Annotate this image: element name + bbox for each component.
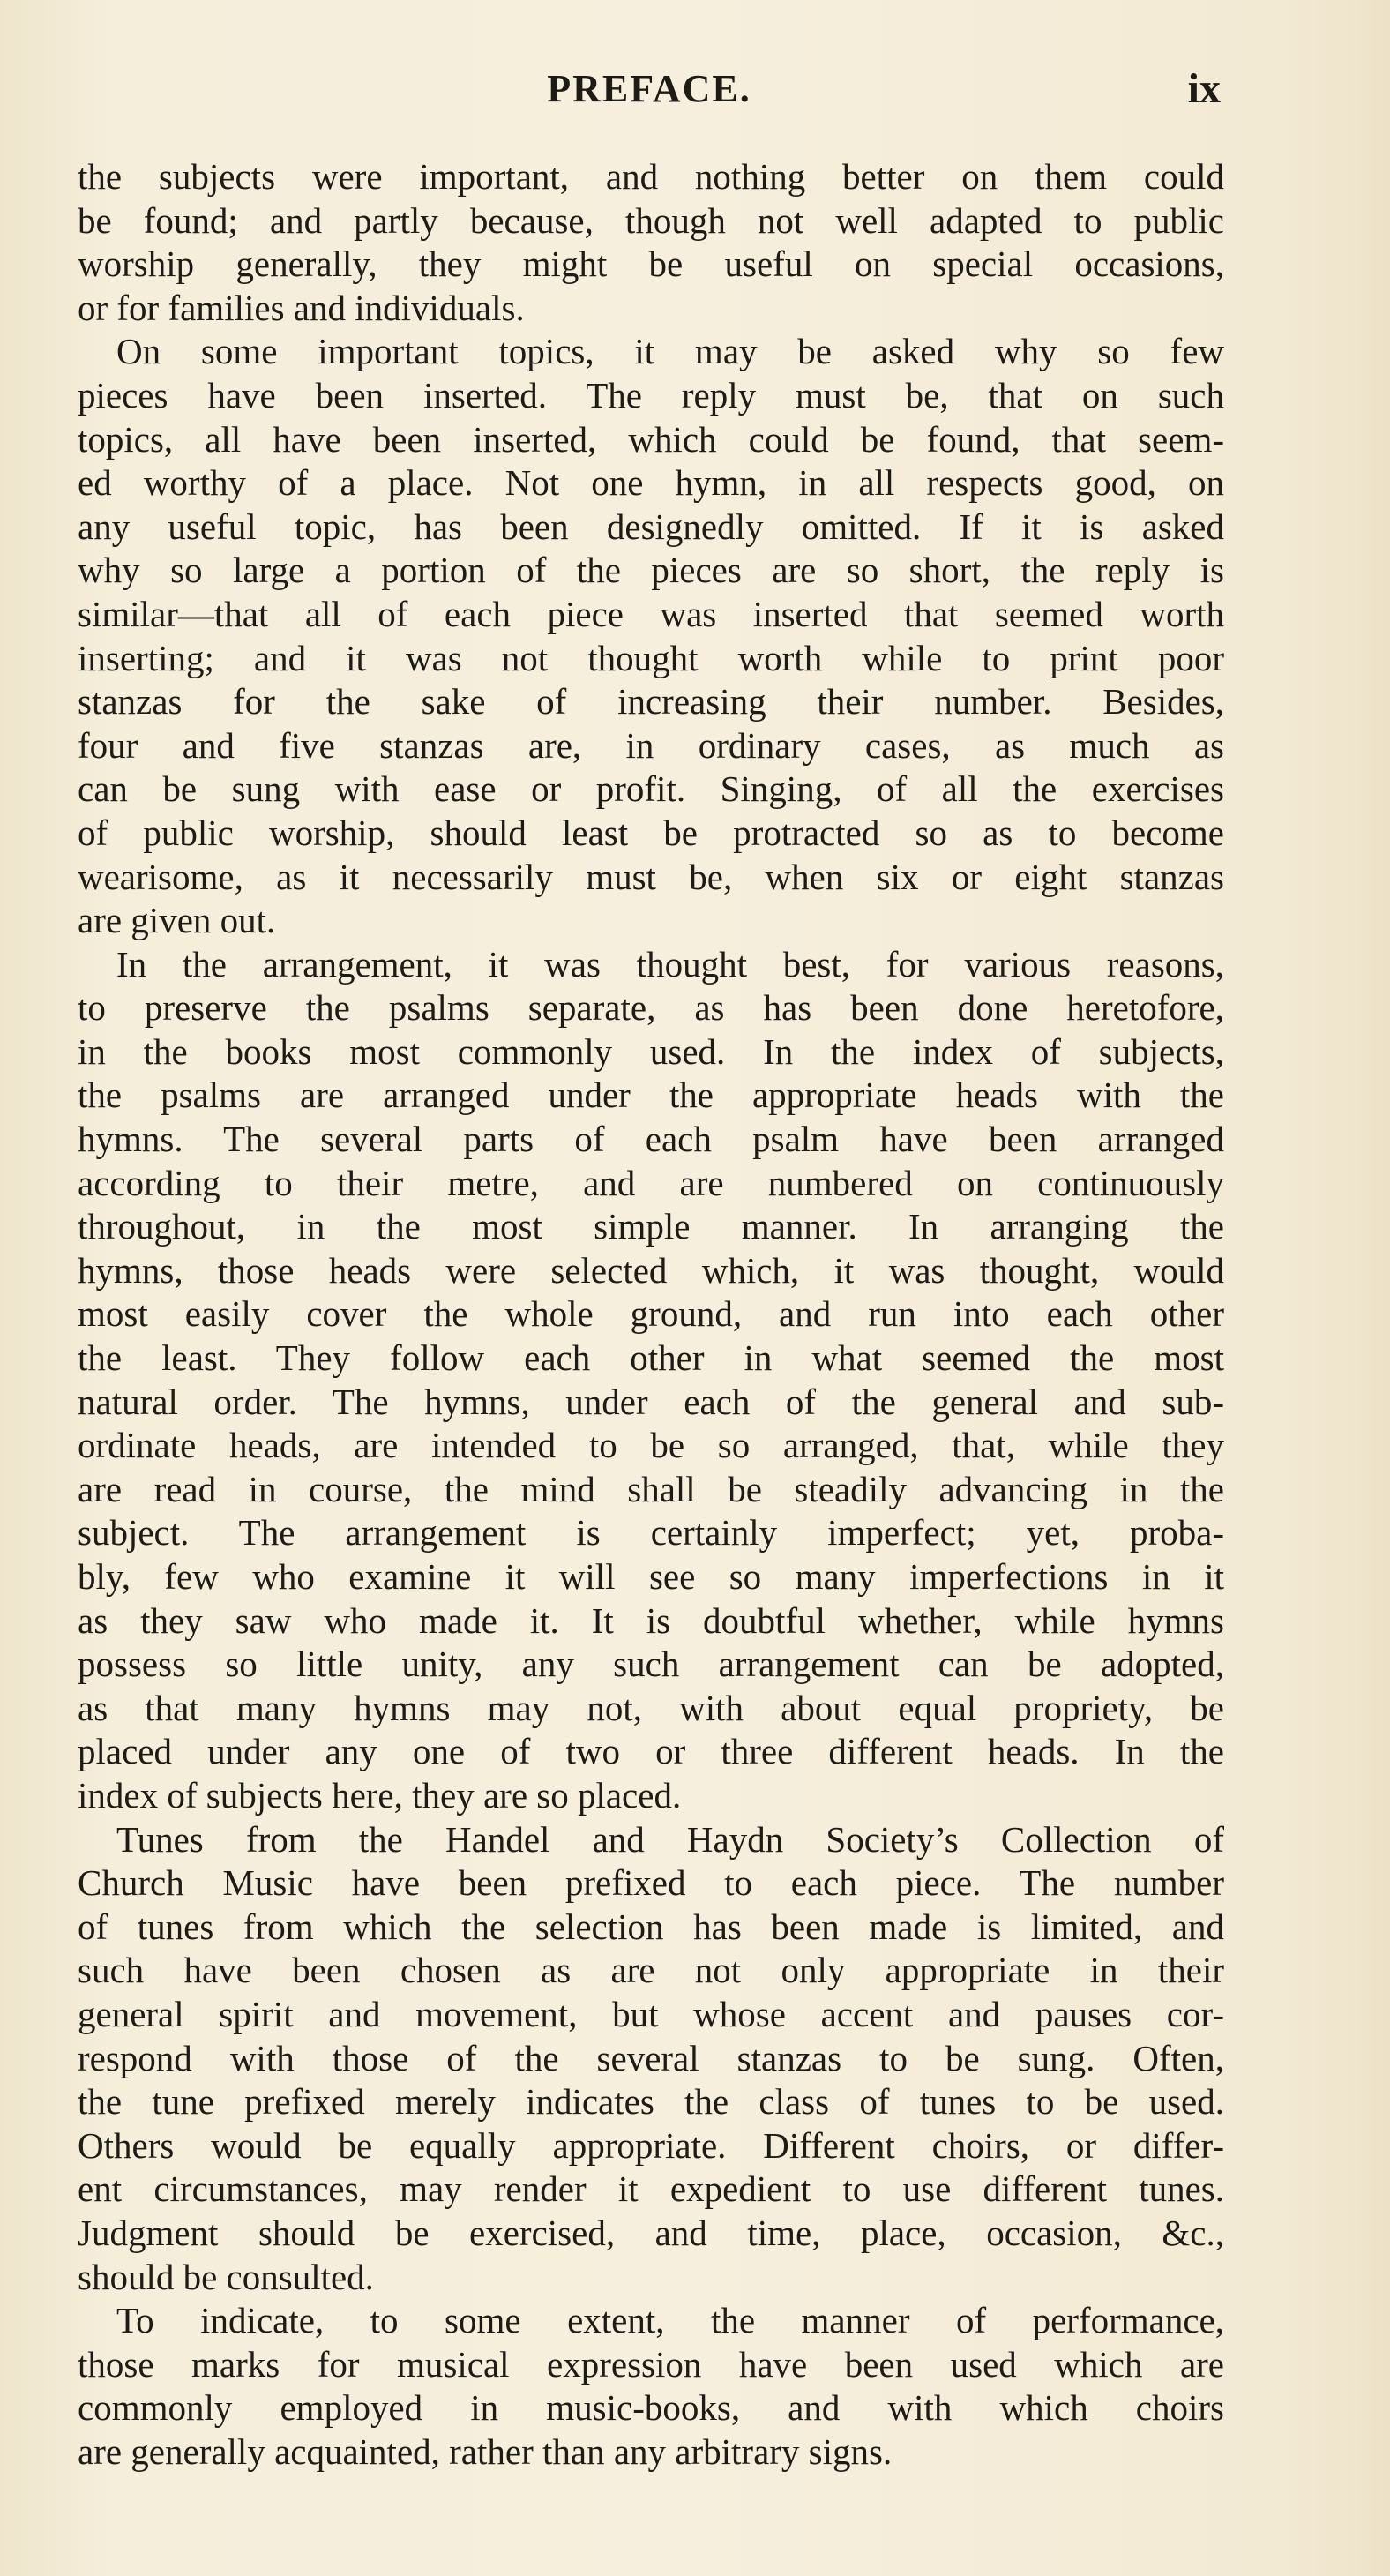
page-number: ix (1187, 65, 1221, 112)
text-line: worship generally, they might be useful on special occasions, (78, 243, 1224, 285)
text-line: are read in course, the mind shall be steadily advancing in the (78, 1468, 1224, 1509)
text-line: can be sung with ease or profit. Singing, of all the exercises (78, 768, 1224, 810)
text-line: stanzas for the sake of increasing their number. Besides, (78, 681, 1224, 723)
text-line: should be consulted. (78, 2256, 374, 2297)
text-line: general spirit and movement, but whose accent and pauses cor- (78, 1993, 1224, 2034)
running-title: PREFACE. (547, 67, 751, 110)
text-line: natural order. The hymns, under each of the general and sub- (78, 1381, 1224, 1422)
text-line: placed under any one of two or three different heads. In the (78, 1731, 1224, 1772)
text-line: hymns, those heads were selected which, it was thought, would (78, 1249, 1224, 1291)
running-head (78, 58, 1221, 120)
text-line: are generally acquainted, rather than any arbitrary signs. (78, 2430, 893, 2472)
text-line: wearisome, as it necessarily must be, when six or eight stanzas (78, 856, 1224, 897)
text-line: similar—that all of each piece was inserted that seemed worth (78, 593, 1224, 634)
text-line: possess so little unity, any such arrangement can be adopted, (78, 1644, 1224, 1685)
text-line: why so large a portion of the pieces are so short, the reply is (78, 550, 1224, 591)
paragraph (78, 1818, 1224, 2300)
text-line: of public worship, should least be protracted so as to become (78, 812, 1224, 853)
text-line: topics, all have been inserted, which could be found, that seem- (78, 418, 1224, 460)
text-line: in the books most commonly used. In the index of subjects, (78, 1030, 1224, 1072)
text-line: of tunes from which the selection has been made is limited, and (78, 1906, 1224, 1947)
text-line: be found; and partly because, though not well adapted to public (78, 199, 1224, 241)
text-line: hymns. The several parts of each psalm have been arranged (78, 1119, 1224, 1160)
text-line: ent circumstances, may render it expedient to use different tunes. (78, 2168, 1224, 2210)
text-line: those marks for musical expression have been used which are (78, 2343, 1224, 2385)
text-line: most easily cover the whole ground, and run into each other (78, 1293, 1224, 1335)
text-line: ordinate heads, are intended to be so arranged, that, while they (78, 1425, 1224, 1466)
text-line: bly, few who examine it will see so many imperfections in it (78, 1556, 1224, 1597)
paragraph (78, 2299, 1224, 2474)
text-line: Others would be equally appropriate. Different choirs, or differ- (78, 2124, 1224, 2166)
paragraph (78, 330, 1224, 942)
text-line: such have been chosen as are not only appropriate in their (78, 1950, 1224, 1991)
text-line: as that many hymns may not, with about equal propriety, be (78, 1687, 1224, 1728)
text-line: commonly employed in music-books, and with which choirs (78, 2387, 1224, 2429)
text-line: according to their metre, and are numbered on continuously (78, 1162, 1224, 1203)
text-line: the psalms are arranged under the appropriate heads with the (78, 1075, 1224, 1116)
text-line: respond with those of the several stanzas to be sung. Often, (78, 2037, 1224, 2078)
text-line: the tune prefixed merely indicates the class of tunes to be used. (78, 2081, 1224, 2123)
text-line: subject. The arrangement is certainly imperfect; yet, proba- (78, 1512, 1224, 1554)
text-line: pieces have been inserted. The reply must be, that on such (78, 374, 1224, 416)
text-line: inserting; and it was not thought worth while to print poor (78, 637, 1224, 678)
text-line: throughout, in the most simple manner. In arranging the (78, 1206, 1224, 1247)
text-line: the subjects were important, and nothing better on them could (78, 156, 1224, 197)
text-line: any useful topic, has been designedly omitted. If it is asked (78, 505, 1224, 547)
body-text (78, 155, 1224, 2474)
paragraph (78, 155, 1224, 330)
text-line: to preserve the psalms separate, as has been done heretofore, (78, 987, 1224, 1029)
text-line: Church Music have been prefixed to each piece. The number (78, 1862, 1224, 1904)
text-line: ed worthy of a place. Not one hymn, in all respects good, on (78, 462, 1224, 504)
text-line: are given out. (78, 900, 276, 941)
text-line: On some important topics, it may be asked why so few (116, 331, 1224, 372)
text-line: In the arrangement, it was thought best, for various reasons, (116, 943, 1224, 985)
text-line: the least. They follow each other in what seemed the most (78, 1337, 1224, 1379)
text-line: To indicate, to some extent, the manner of performance, (116, 2300, 1224, 2341)
text-line: or for families and individuals. (78, 287, 525, 328)
text-line: Judgment should be exercised, and time, place, occasion, &c., (78, 2212, 1224, 2253)
text-line: as they saw who made it. It is doubtful whether, while hymns (78, 1599, 1224, 1641)
text-line: Tunes from the Handel and Haydn Society’s Collection of (116, 1818, 1224, 1860)
paragraph (78, 943, 1224, 1818)
text-line: index of subjects here, they are so placed. (78, 1774, 682, 1816)
text-line: four and five stanzas are, in ordinary cases, as much as (78, 724, 1224, 766)
